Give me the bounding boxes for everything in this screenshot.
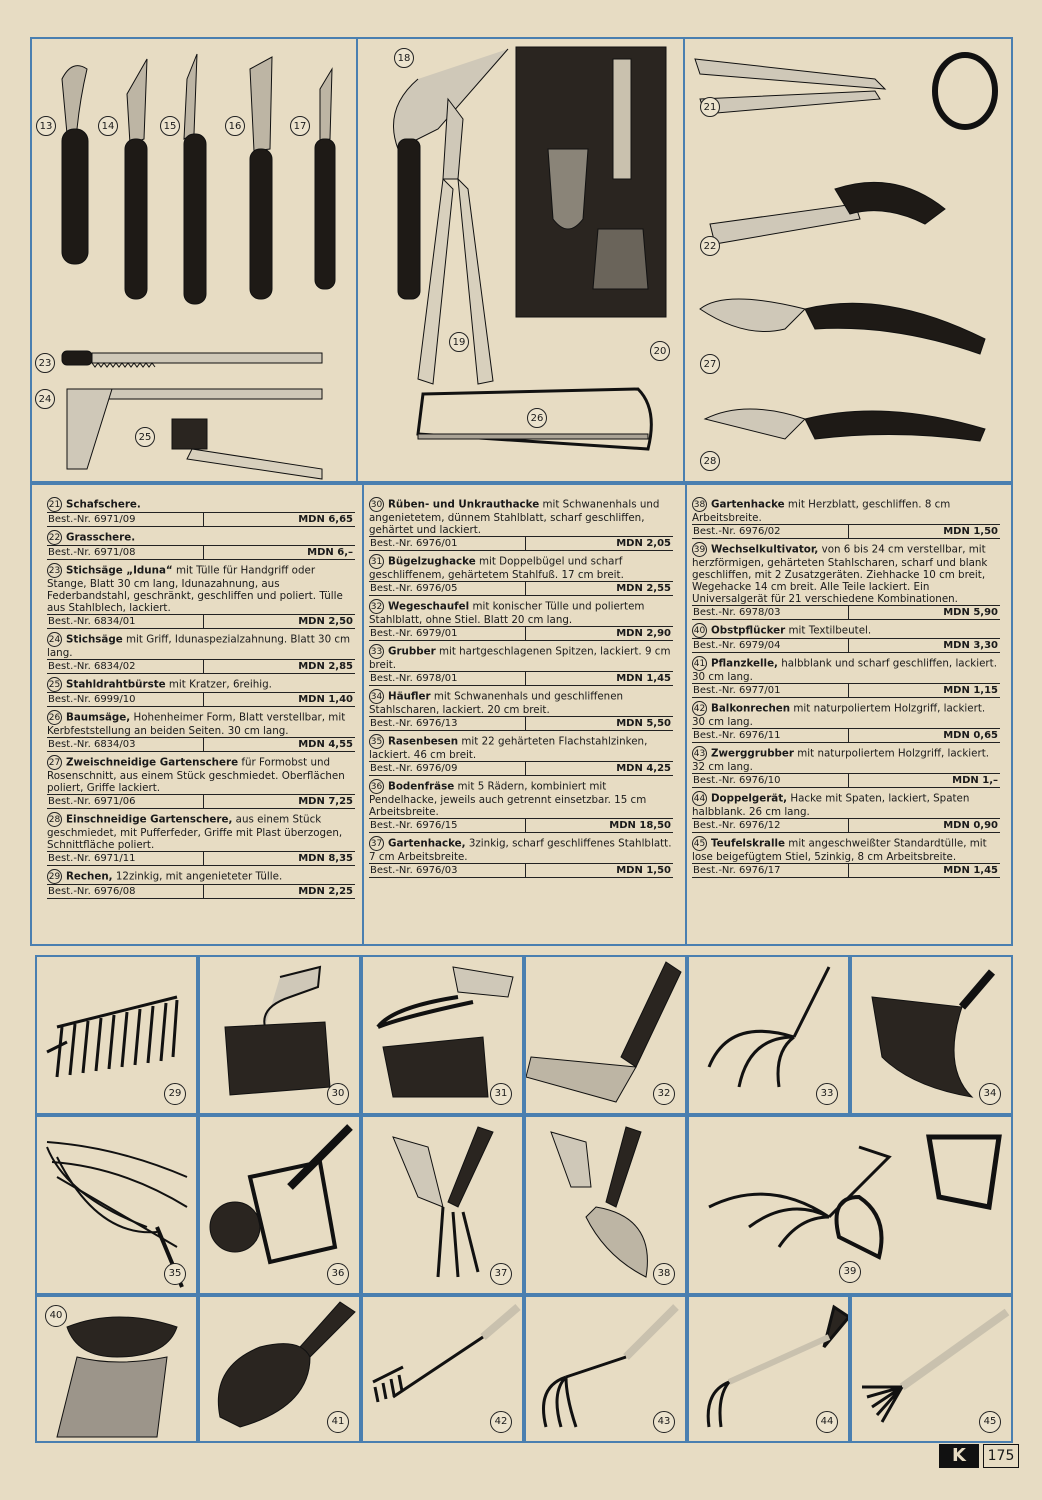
- tool-cell-32: [524, 955, 687, 1115]
- knives-saws-illustration: [32, 39, 356, 481]
- tool-cell-29: [35, 955, 198, 1115]
- label-23: 23: [35, 353, 55, 373]
- catalog-entry-38: 38 Gartenhacke mit Herzblatt, geschliffen. 8 cm Arbeitsbreite. Best.-Nr. 6976/02 MDN 1,50: [692, 498, 998, 537]
- label-21: 21: [700, 97, 720, 117]
- tool-cell-45: [850, 1295, 1013, 1443]
- catalog-entry-26: 26 Baumsäge, Hohenheimer Form, Blatt verstellbar, mit Kerbfeststellung an beiden Seiten. 30 cm lang. Best.-Nr. 6834/03 MDN 4,55: [47, 711, 353, 750]
- tool-cell-39: [687, 1115, 1013, 1295]
- label-19: 19: [449, 332, 469, 352]
- tools-illustration: [358, 39, 682, 481]
- tool-cell-42: [361, 1295, 524, 1443]
- label-45: 45: [979, 1411, 1001, 1433]
- catalog-entry-37: 37 Gartenhacke, 3zinkig, scharf geschliffenes Stahlblatt. 7 cm Arbeitsbreite. Best.-Nr. 6976/03 MDN 1,50: [369, 837, 672, 876]
- catalog-entry-35: 35 Rasenbesen mit 22 gehärteten Flachstahlzinken, lackiert. 46 cm breit. Best.-Nr. 6976/09 MDN 4,25: [369, 735, 671, 774]
- catalog-entry-30: 30 Rüben- und Unkrauthacke mit Schwanenhals und angenietetem, dünnem Stahlblatt, scharf geschliffen, gehärtet und lackiert. Best.-Nr. 6976/01 MDN 2,05: [369, 498, 671, 549]
- label-20: 20: [650, 341, 670, 361]
- label-40: 40: [45, 1305, 67, 1327]
- label-43: 43: [653, 1411, 675, 1433]
- label-14: 14: [98, 116, 118, 136]
- label-42: 42: [490, 1411, 512, 1433]
- catalog-entry-22: 22 Grasschere. Best.-Nr. 6971/08 MDN 6,–: [48, 531, 353, 558]
- catalog-entry-31: 31 Bügelzughacke mit Doppelbügel und scharf geschliffenem, gehärtetem Stahlfuß. 17 cm breit. Best.-Nr. 6976/05 MDN 2,55: [369, 555, 671, 594]
- label-35: 35: [164, 1263, 186, 1285]
- catalog-entry-45: 45 Teufelskralle mit angeschweißter Standardtülle, mit lose beigefügtem Stiel, 5zinkig, 8 cm Arbeitsbreite. Best.-Nr. 6976/17 MDN 1,45: [692, 837, 998, 876]
- catalog-entry-27: 27 Zweischneidige Gartenschere für Formobst und Rosenschnitt, aus einem Stück geschmiedet. Oberflächen poliert, Griffe lackiert. Best.-Nr. 6971/06 MDN 7,25: [47, 756, 353, 807]
- catalog-entry-34: 34 Häufler mit Schwanenhals und geschliffenen Stahlscharen, lackiert. 20 cm breit. Best.-Nr. 6976/13 MDN 5,50: [369, 690, 671, 729]
- label-39: 39: [839, 1261, 861, 1283]
- catalog-divider-2: [685, 483, 687, 946]
- label-36: 36: [327, 1263, 349, 1285]
- label-13: 13: [36, 116, 56, 136]
- tool-cell-34: [850, 955, 1013, 1115]
- page-number: 175: [983, 1444, 1019, 1468]
- label-17: 17: [290, 116, 310, 136]
- label-32: 32: [653, 1083, 675, 1105]
- tool-cell-43: [524, 1295, 687, 1443]
- label-33: 33: [816, 1083, 838, 1105]
- tool-cell-44: [687, 1295, 850, 1443]
- publisher-logo: K: [939, 1444, 979, 1468]
- catalog-entry-21: 21 Schafschere. Best.-Nr. 6971/09 MDN 6,65: [48, 498, 353, 525]
- tool-cell-40: [35, 1295, 198, 1443]
- catalog-entry-23: 23 Stichsäge „Iduna“ mit Tülle für Handgriff oder Stange, Blatt 30 cm lang, Idunazahnung, aus Federbandstahl, geschränkt, geschliffen und poliert. Tülle aus Stahlblech, lackiert. Best.-Nr. 6834/01 MDN 2,50: [47, 564, 353, 627]
- catalog-entry-29: 29 Rechen, 12zinkig, mit angenieteter Tülle. Best.-Nr. 6976/08 MDN 2,25: [48, 870, 353, 897]
- tool-cell-38: [524, 1115, 687, 1295]
- label-37: 37: [490, 1263, 512, 1285]
- label-24: 24: [35, 389, 55, 409]
- label-26: 26: [527, 408, 547, 428]
- catalog-entry-43: 43 Zwerggrubber mit naturpoliertem Holzgriff, lackiert. 32 cm lang. Best.-Nr. 6976/10 MDN 1,–: [692, 747, 998, 786]
- tool-cell-41: [198, 1295, 361, 1443]
- catalog-entry-36: 36 Bodenfräse mit 5 Rädern, kombiniert mit Pendelhacke, jeweils auch getrennt einsetzbar. 15 cm Arbeitsbreite. Best.-Nr. 6976/15 MDN 18,50: [369, 780, 671, 831]
- catalog-entry-28: 28 Einschneidige Gartenschere, aus einem Stück geschmiedet, mit Pufferfeder, Griffe mit Plast überzogen, Schnittfläche poliert. Best.-Nr. 6971/11 MDN 8,35: [47, 813, 353, 864]
- label-28: 28: [700, 451, 720, 471]
- tool-cell-30: [198, 955, 361, 1115]
- tool-cell-35: [35, 1115, 198, 1295]
- label-30: 30: [327, 1083, 349, 1105]
- catalog-entry-40: 40 Obstpflücker mit Textilbeutel. Best.-Nr. 6979/04 MDN 3,30: [693, 624, 998, 651]
- label-34: 34: [979, 1083, 1001, 1105]
- catalog-entry-42: 42 Balkonrechen mit naturpoliertem Holzgriff, lackiert. 30 cm lang. Best.-Nr. 6976/11 MDN 0,65: [692, 702, 998, 741]
- label-25: 25: [135, 427, 155, 447]
- catalog-entry-41: 41 Pflanzkelle, halbblank und scharf geschliffen, lackiert. 30 cm lang. Best.-Nr. 6977/01 MDN 1,15: [692, 657, 998, 696]
- catalog-entry-44: 44 Doppelgerät, Hacke mit Spaten, lackiert, Spaten halbblank. 26 cm lang. Best.-Nr. 6976/12 MDN 0,90: [692, 792, 998, 831]
- label-44: 44: [816, 1411, 838, 1433]
- catalog-column-2: [369, 497, 673, 881]
- label-16: 16: [225, 116, 245, 136]
- catalog-entry-39: 39 Wechselkultivator, von 6 bis 24 cm verstellbar, mit herzförmigen, gehärteten Stahlscharen, scharf und blank geschliffen, mit 2 Zusatzgeräten. Ziehhacke 10 cm breit, Wegehacke 14 cm breit. Alle Teile lackiert. Ein Universalgerät für 21 verschiedene Kombinationen. Best.-Nr. 6978/03 MDN 5,90: [692, 543, 998, 618]
- catalog-column-1: [47, 497, 355, 902]
- tool-cell-33: [687, 955, 850, 1115]
- tool-cell-36: [198, 1115, 361, 1295]
- tool-cell-37: [361, 1115, 524, 1295]
- label-38: 38: [653, 1263, 675, 1285]
- catalog-entry-33: 33 Grubber mit hartgeschlagenen Spitzen, lackiert. 9 cm breit. Best.-Nr. 6978/01 MDN 1,45: [369, 645, 671, 684]
- label-27: 27: [700, 354, 720, 374]
- catalog-column-3: [692, 497, 1000, 881]
- label-31: 31: [490, 1083, 512, 1105]
- catalog-entry-24: 24 Stichsäge mit Griff, Idunaspezialzahnung. Blatt 30 cm lang. Best.-Nr. 6834/02 MDN 2,85: [47, 633, 353, 672]
- shears-illustration: [685, 39, 1011, 481]
- tool-cell-31: [361, 955, 524, 1115]
- label-41: 41: [327, 1411, 349, 1433]
- catalog-entry-25: 25 Stahldrahtbürste mit Kratzer, 6reihig. Best.-Nr. 6999/10 MDN 1,40: [48, 678, 353, 705]
- catalog-divider-1: [362, 483, 364, 946]
- catalog-entry-32: 32 Wegeschaufel mit konischer Tülle und poliertem Stahlblatt, ohne Stiel. Blatt 20 cm lang. Best.-Nr. 6979/01 MDN 2,90: [369, 600, 671, 639]
- label-15: 15: [160, 116, 180, 136]
- label-22: 22: [700, 236, 720, 256]
- label-18: 18: [394, 48, 414, 68]
- label-29: 29: [164, 1083, 186, 1105]
